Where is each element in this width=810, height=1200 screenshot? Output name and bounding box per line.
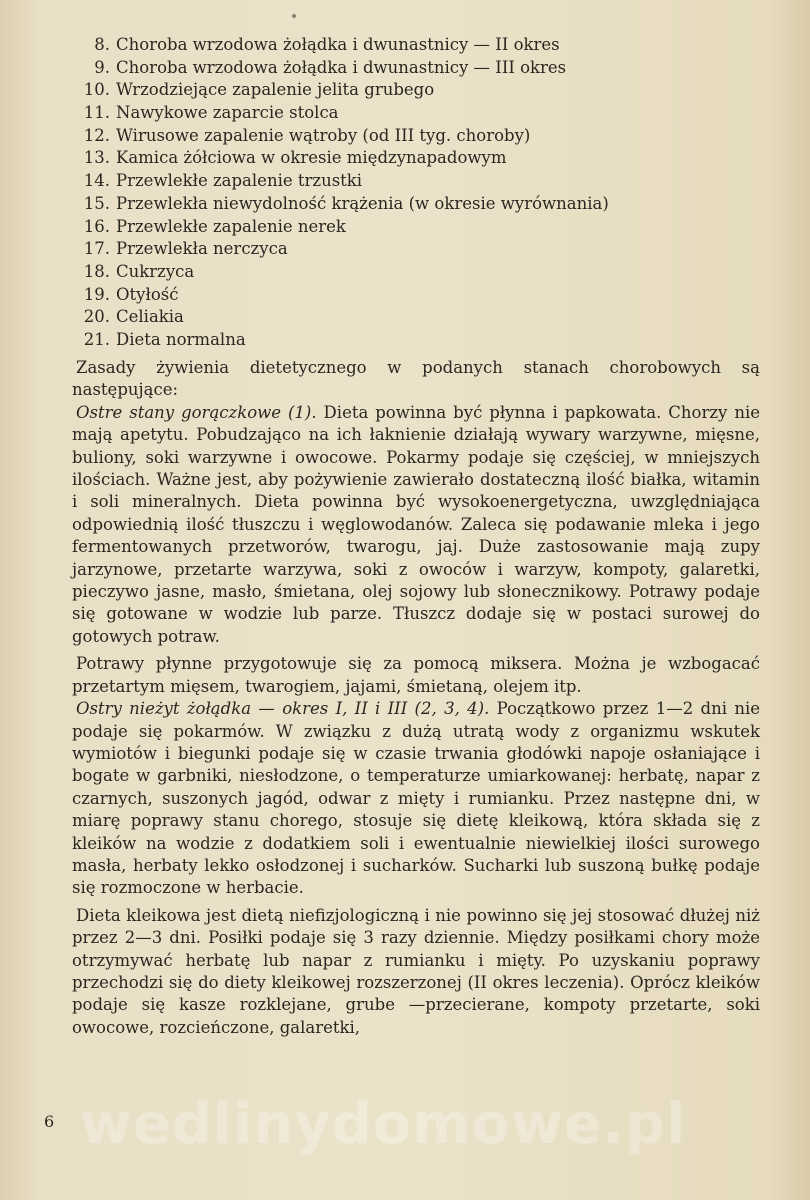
- list-item: 19. Otyłość: [83, 284, 179, 304]
- print-speck: [292, 14, 296, 18]
- list-item: 17. Przewlekła nerczyca: [83, 239, 288, 259]
- list-item: 14. Przewlekłe zapalenie trzustki: [83, 171, 363, 191]
- list-item: 13. Kamica żółciowa w okresie międzynapadowym: [83, 148, 507, 168]
- list-item: 18. Cukrzyca: [83, 261, 195, 281]
- paragraph-fever: Ostre stany gorączkowe (1). Dieta powinna być płynna i papkowata. Chorzy nie mają apetytu. Pobudzająco na ich łaknienie działają wywary warzywne, mięsne, buliony, soki warzywne i owocowe. Pokarmy podaje się częściej, w mniejszych ilościach. Ważne jest, aby pożywienie zawierało dostateczną ilość białka, witamin i soli mineralnych. Dieta powinna być wysokoenergetyczna, uwzględniająca odpowiednią ilość tłuszczu i węglowodanów. Zaleca się podawanie mleka i jego fermentowanych przetworów, twarogu, jaj. Duże zastosowanie mają zupy jarzynowe, przetarte warzywa, soki z owoców i warzyw, kompoty, galaretki, pieczywo jasne, masło, śmietana, olej sojowy lub słonecznikowy. Potrawy podaje się gotowane w wodzie lub parze. Tłuszcz dodaje się w postaci surowej do gotowych potraw.: [72, 402, 760, 646]
- list-item: 16. Przewlekłe zapalenie nerek: [83, 216, 346, 236]
- body-text: [72, 357, 760, 1039]
- list-item: 15. Przewlekła niewydolność krążenia (w okresie wyrównania): [83, 193, 609, 213]
- diet-list: [72, 34, 772, 352]
- watermark: wedlinydomowe.pl: [80, 1092, 687, 1157]
- intro-paragraph: Zasady żywienia dietetycznego w podanych stanach chorobowych są następujące:: [72, 358, 760, 400]
- page-number: 6: [44, 1112, 55, 1131]
- list-item: 12. Wirusowe zapalenie wątroby (od III tyg. choroby): [83, 125, 531, 145]
- section-title: Ostry nieżyt żołądka — okres I, II i III (2, 3, 4).: [76, 699, 490, 719]
- paragraph-gruel-diet: Dieta kleikowa jest dietą niefizjologiczną i nie powinno się jej stosować dłużej niż przez 2—3 dni. Posiłki podaje się 3 razy dziennie. Między posiłkami chory może otrzymywać herbatę lub napar z rumianku i mięty. Po uzyskaniu poprawy przechodzi się do diety kleikowej rozszerzonej (II okres leczenia). Oprócz kleików podaje się kasze rozklejane, grube —przecierane, kompoty przetarte, soki owocowe, rozcieńczone, galaretki,: [72, 905, 760, 1037]
- list-item: 21. Dieta normalna: [83, 329, 246, 349]
- list-item: 9. Choroba wrzodowa żołądka i dwunastnicy — III okres: [94, 57, 567, 77]
- paragraph-gastritis: Ostry nieżyt żołądka — okres I, II i III (2, 3, 4). Początkowo przez 1—2 dni nie podaje się pokarmów. W związku z dużą utratą wody z organizmu wskutek wymiotów i biegunki podaje się w czasie trwania głodówki napoje osłaniające i bogate w garbniki, niesłodzone, o temperaturze umiarkowanej: herbatę, napar z czarnych, suszonych jagód, odwar z mięty i rumianku. Przez następne dni, w miarę poprawy stanu chorego, stosuje się dietę kleikową, która składa się z kleików na wodzie z dodatkiem soli i ewentualnie niewielkiej ilości surowego masła, herbaty lekko osłodzonej i sucharków. Sucharki lub suszoną bułkę podaje się rozmoczone w herbacie.: [72, 699, 760, 898]
- paragraph-liquid-meals: Potrawy płynne przygotowuje się za pomocą miksera. Można je wzbogacać przetartym mięsem, twarogiem, jajami, śmietaną, olejem itp.: [72, 654, 760, 696]
- list-item: 10. Wrzodziejące zapalenie jelita grubego: [83, 80, 435, 100]
- list-item: 8. Choroba wrzodowa żołądka i dwunastnicy — II okres: [94, 35, 560, 54]
- list-item: 11. Nawykowe zaparcie stolca: [83, 103, 339, 123]
- section-title: Ostre stany gorączkowe (1).: [76, 402, 317, 422]
- list-item: 20. Celiakia: [83, 307, 184, 327]
